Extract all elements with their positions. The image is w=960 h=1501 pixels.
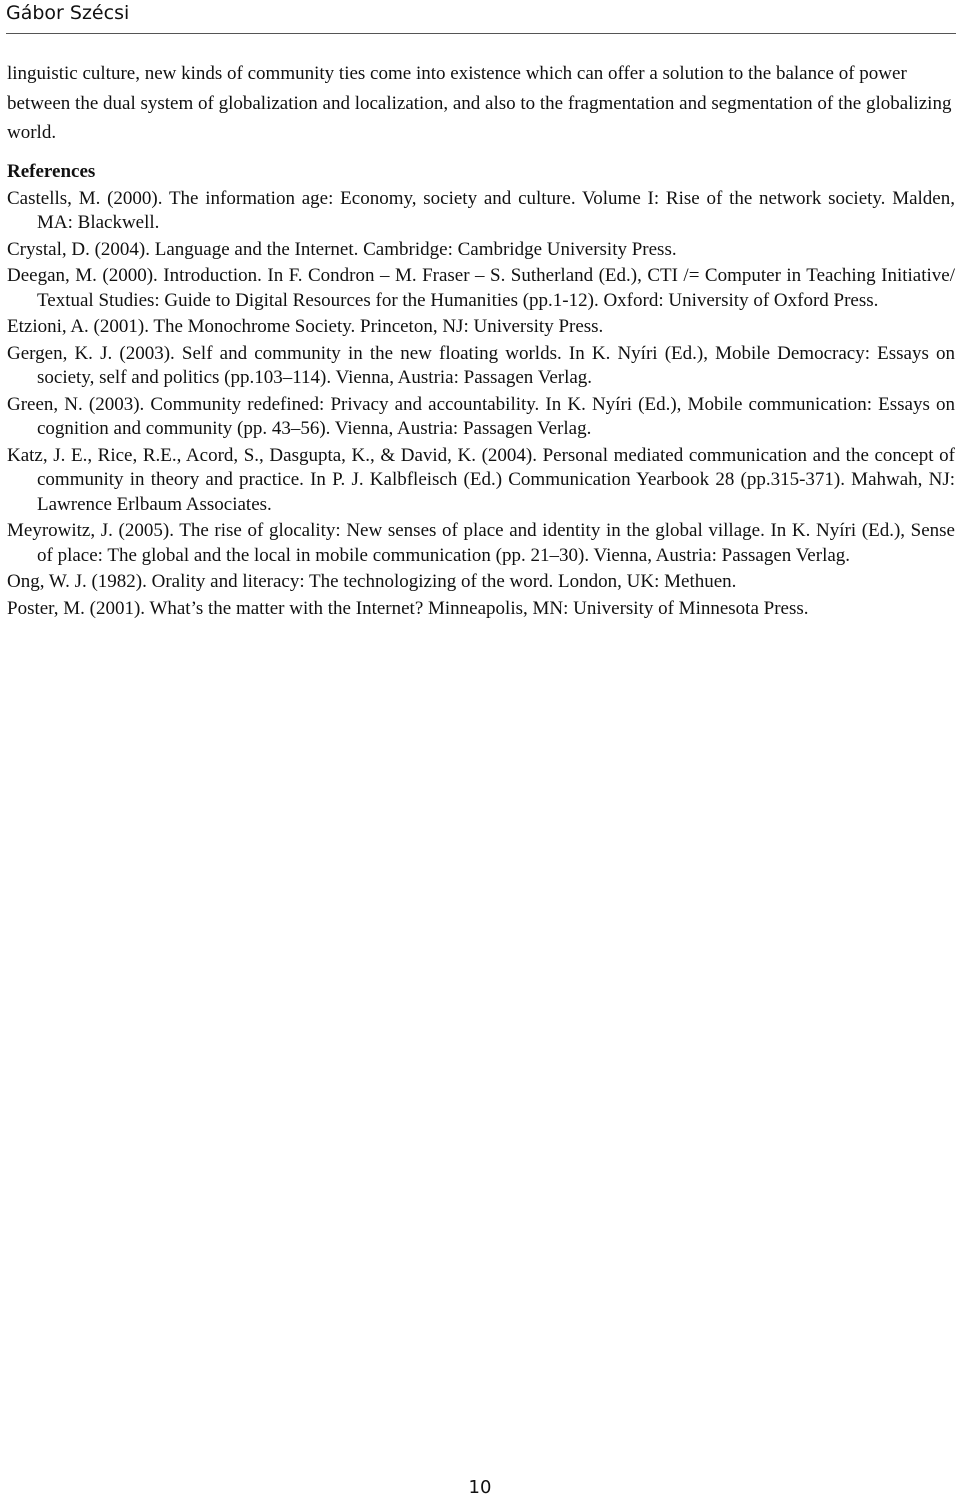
- reference-deegan: Deegan, M. (2000). Introduction. In F. Condron – M. Fraser – S. Sutherland (Ed.), CTI /= Computer in Teaching Initiative/ Textual Studies: Guide to Digital Resources for the Humanities (pp.1-12). Oxford: University of Oxford Press.: [7, 265, 955, 311]
- reference-crystal: Crystal, D. (2004). Language and the Internet. Cambridge: Cambridge University Press.: [7, 238, 677, 260]
- reference-etzioni: Etzioni, A. (2001). The Monochrome Society. Princeton, NJ: University Press.: [7, 316, 604, 337]
- reference-green: Green, N. (2003). Community redefined: Privacy and accountability. In K. Nyíri (Ed.), Mobile communication: Essays on cognition and community (pp. 43–56). Vienna, Austria: Passagen Verlag.: [7, 393, 955, 439]
- reference-list: [7, 187, 955, 622]
- running-header: [6, 0, 956, 34]
- reference-ong: Ong, W. J. (1982). Orality and literacy: The technologizing of the word. London, UK: Methuen.: [7, 571, 737, 592]
- references-heading: References: [7, 160, 96, 182]
- page-number: 10: [468, 1477, 492, 1498]
- page-content: [7, 59, 955, 623]
- reference-gergen: Gergen, K. J. (2003). Self and community in the new floating worlds. In K. Nyíri (Ed.), Mobile Democracy: Essays on society, self and politics (pp.103–114). Vienna, Austria: Passagen Verlag.: [7, 342, 955, 388]
- reference-katz: Katz, J. E., Rice, R.E., Acord, S., Dasgupta, K., & David, K. (2004). Personal mediated communication and the concept of community in theory and practice. In P. J. Kalbfleisch (Ed.) Communication Yearbook 28 (pp.315-371). Mahwah, NJ: Lawrence Erlbaum Associates.: [7, 444, 955, 515]
- reference-castells: Castells, M. (2000). The information age: Economy, society and culture. Volume I: Rise of the network society. Malden, MA: Blackwell.: [7, 187, 955, 233]
- body-paragraph: linguistic culture, new kinds of community ties come into existence which can offer a solution to the balance of power between the dual system of globalization and localization, and also to the fragmentation and segmentation of the globalizing world.: [7, 63, 952, 143]
- header-author: Gábor Szécsi: [6, 2, 130, 24]
- reference-meyrowitz: Meyrowitz, J. (2005). The rise of glocality: New senses of place and identity in the global village. In K. Nyíri (Ed.), Sense of place: The global and the local in mobile communication (pp. 21–30). Vienna, Austria: Passagen Verlag.: [7, 520, 955, 566]
- reference-poster: Poster, M. (2001). What’s the matter with the Internet? Minneapolis, MN: University of Minnesota Press.: [7, 597, 809, 619]
